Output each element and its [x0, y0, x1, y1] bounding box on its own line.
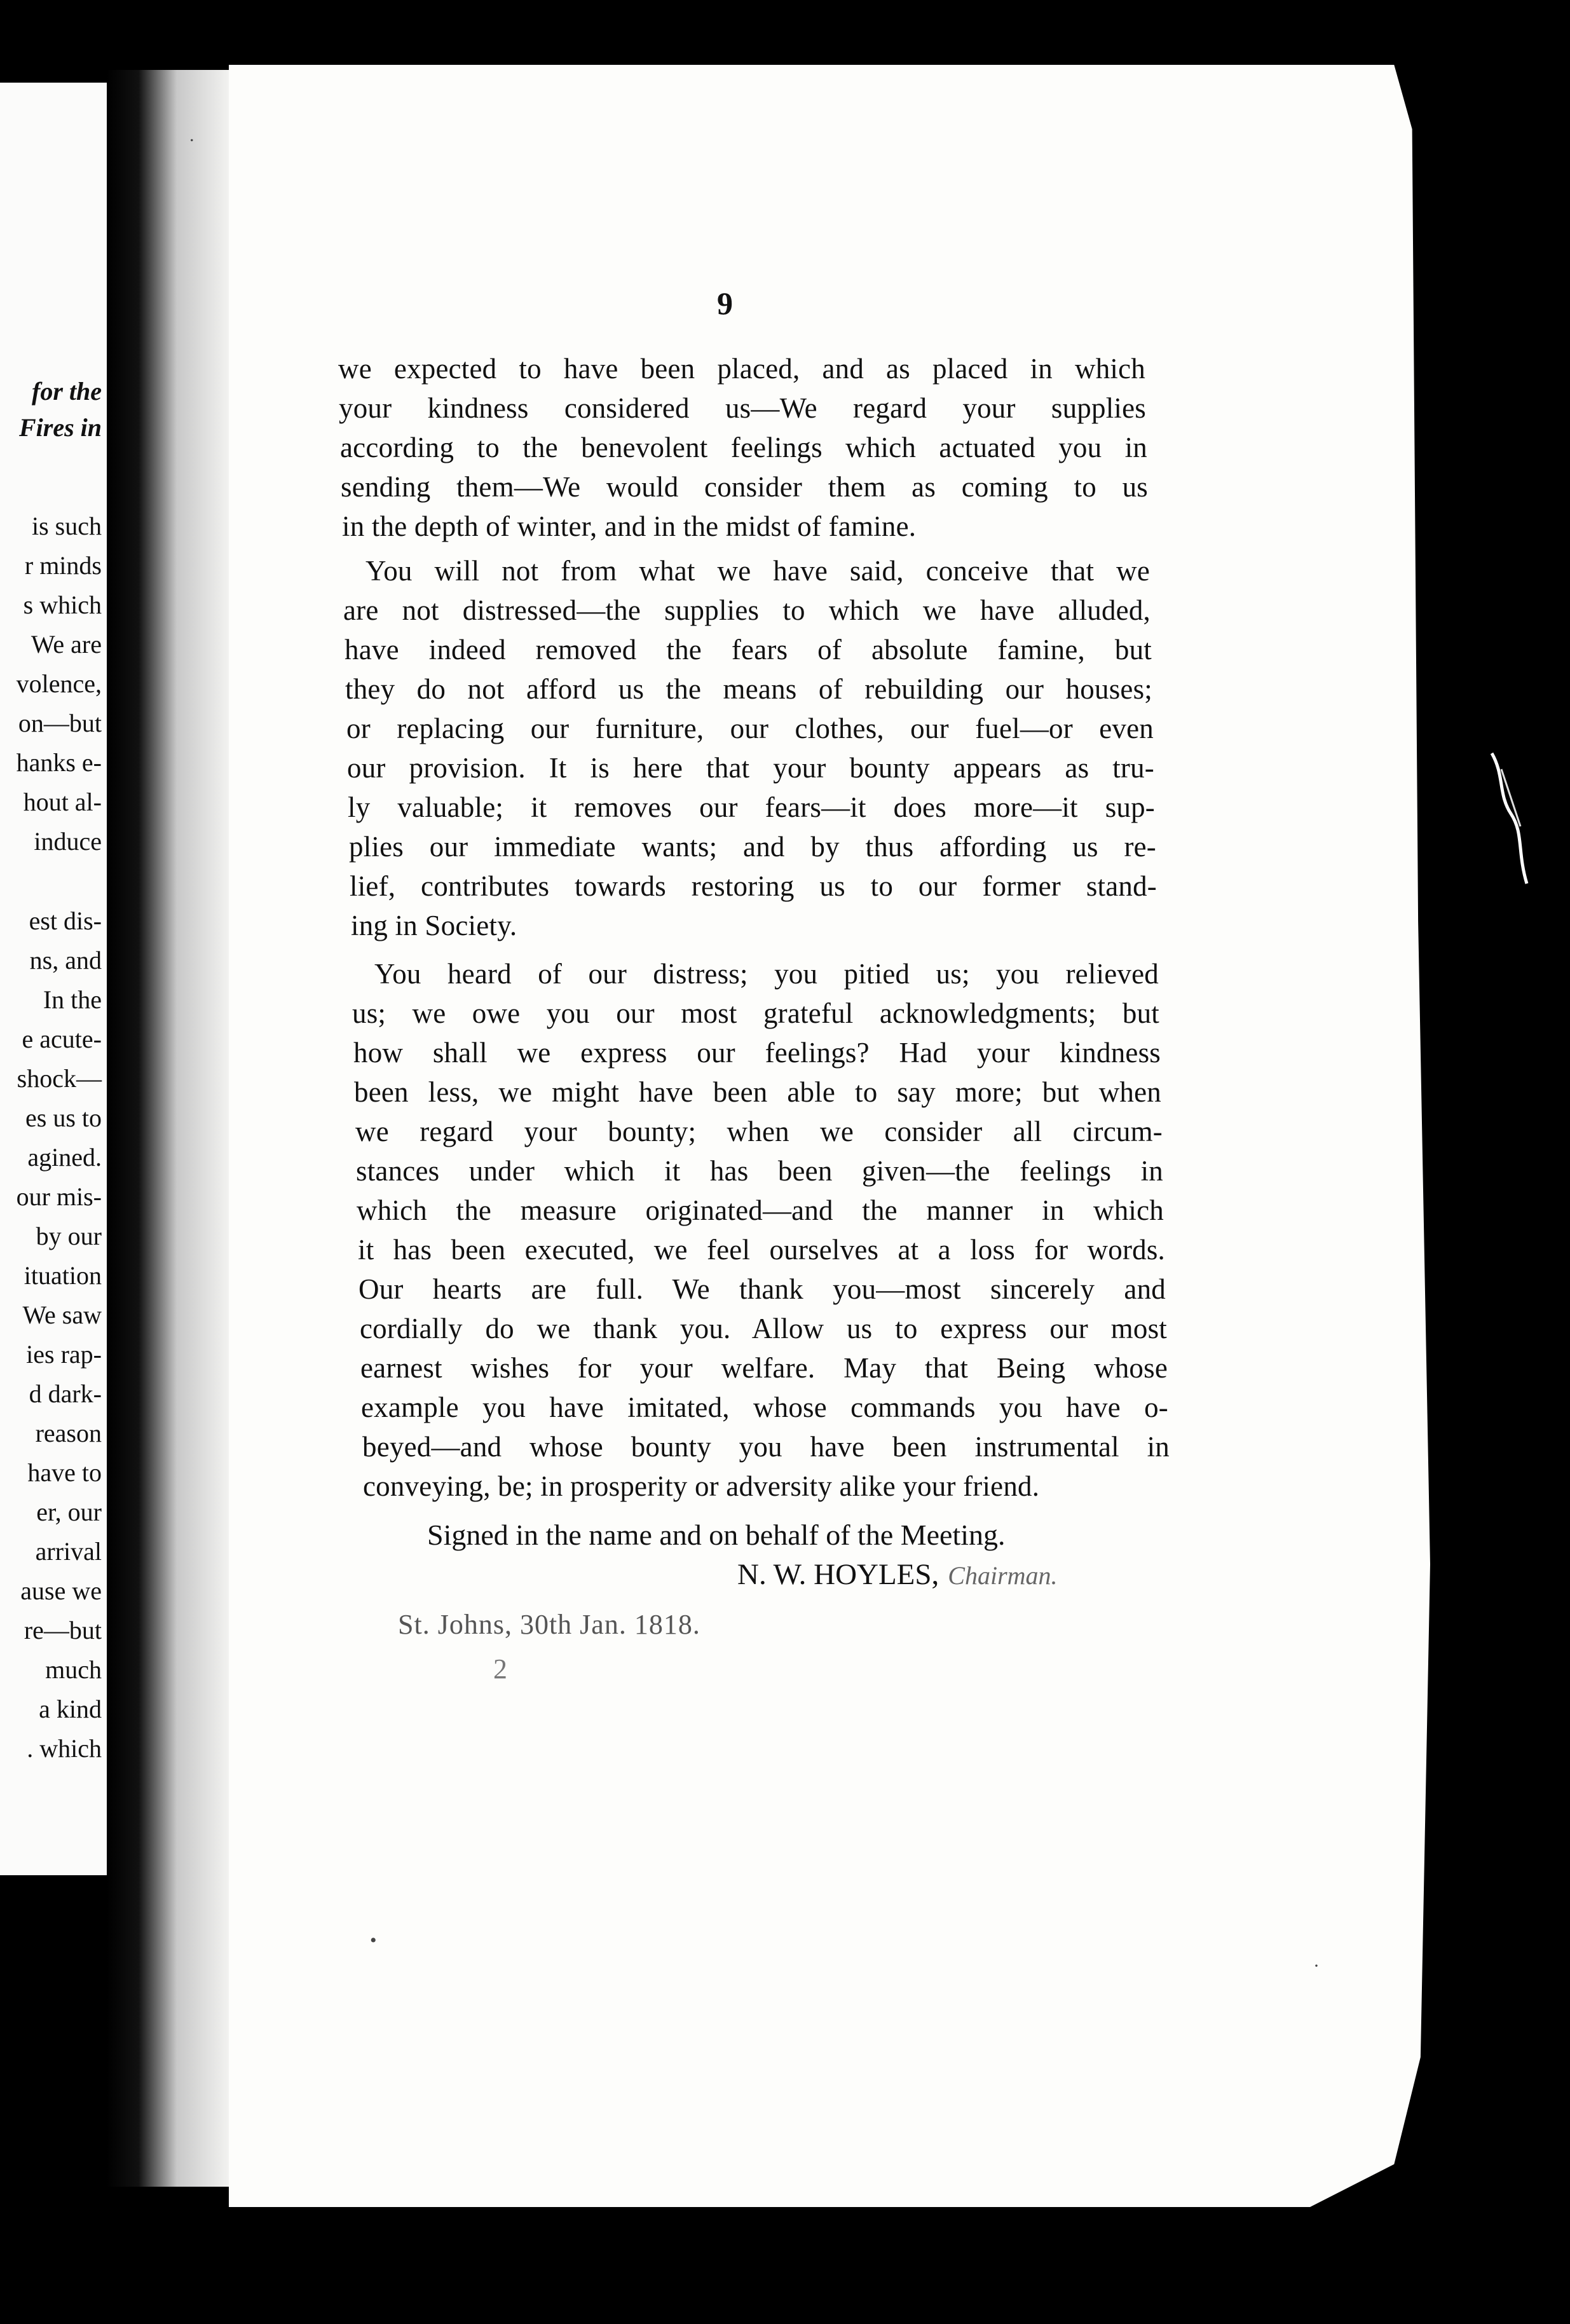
left-page-line: In the [43, 985, 102, 1014]
left-page-line: is such [32, 512, 102, 540]
left-page-line: ies rap- [26, 1340, 102, 1369]
left-page-line: agined. [27, 1143, 102, 1172]
left-page-line: hanks e- [16, 748, 102, 777]
body-line: Our hearts are full. We thank you—most sincerely and [358, 1273, 1166, 1305]
left-page-line: have to [27, 1458, 102, 1487]
speck: . [189, 125, 195, 146]
body-line: conveying, be; in prosperity or adversity alike your friend. [363, 1470, 1040, 1502]
body-line: or replacing our furniture, our clothes, our fuel—or even [346, 713, 1154, 744]
binding-thread-icon [1489, 750, 1533, 890]
left-page-line: s which [23, 591, 102, 619]
left-page-line: shock— [17, 1064, 102, 1093]
body-line: which the measure originated—and the manner in which [357, 1194, 1164, 1226]
left-page-line: volence, [16, 669, 102, 698]
left-page-line: for the [32, 377, 102, 406]
speck: · [1313, 1955, 1320, 1976]
left-page-fragment [0, 83, 107, 1875]
body-line: sending them—We would consider them as coming to us [341, 471, 1148, 503]
left-page-line: on—but [18, 709, 102, 737]
body-line: earnest wishes for your welfare. May that Being whose [360, 1352, 1168, 1384]
body-line: how shall we express our feelings? Had your kindness [353, 1037, 1161, 1069]
body-line: ing in Society. [351, 910, 517, 941]
body-line: are not distressed—the supplies to which we have alluded, [343, 594, 1150, 626]
body-line: example you have imitated, whose commands you have o- [361, 1391, 1168, 1423]
body-line: we expected to have been placed, and as placed in which [338, 353, 1145, 385]
left-page-line: ause we [20, 1576, 102, 1605]
left-page-line: r minds [24, 551, 102, 580]
signature-mark: 2 [493, 1653, 507, 1685]
left-page-line: ituation [24, 1261, 102, 1290]
signature-name: N. W. HOYLES, [737, 1558, 939, 1591]
body-line: our provision. It is here that your bounty appears as tru- [347, 752, 1154, 784]
left-page-line: hout al- [23, 788, 102, 816]
left-page-line: Fires in [18, 413, 102, 442]
body-line: us; we owe you our most grateful acknowledgments; but [352, 997, 1159, 1029]
body-line: it has been executed, we feel ourselves at a loss for words. [358, 1234, 1165, 1266]
body-line: beyed—and whose bounty you have been instrumental in [362, 1431, 1170, 1463]
body-line: cordially do we thank you. Allow us to express our most [360, 1313, 1167, 1344]
body-line: according to the benevolent feelings which actuated you in [340, 432, 1147, 463]
body-line: ly valuable; it removes our fears—it does more—it sup- [348, 791, 1155, 823]
body-line: in the depth of winter, and in the midst of famine. [342, 510, 917, 542]
body-line: You will not from what we have said, conceive that we [365, 555, 1150, 587]
signature [737, 1557, 1058, 1592]
left-page-line: er, our [36, 1498, 102, 1526]
body-line: You heard of our distress; you pitied us; you relieved [374, 958, 1159, 990]
body-line: they do not afford us the means of rebuilding our houses; [345, 673, 1152, 705]
left-page-line: reason [35, 1419, 102, 1447]
body-line: have indeed removed the fears of absolute famine, but [345, 634, 1152, 666]
book-gutter [107, 70, 234, 2187]
left-page-line: e acute- [22, 1025, 102, 1053]
left-page-line: a kind [39, 1695, 102, 1723]
left-page-line: d dark- [29, 1379, 102, 1408]
date-line: St. Johns, 30th Jan. 1818. [398, 1609, 700, 1640]
left-page-line: re—but [24, 1616, 102, 1644]
body-line: stances under which it has been given—the feelings in [356, 1155, 1163, 1187]
left-page-line: est dis- [29, 906, 102, 935]
left-page-line: much [45, 1655, 102, 1684]
left-page-line: ns, and [29, 946, 102, 974]
speck: • [370, 1930, 377, 1951]
left-page-line: We saw [22, 1301, 102, 1329]
body-line: we regard your bounty; when we consider all circum- [355, 1116, 1163, 1147]
body-line: plies our immediate wants; and by thus affording us re- [349, 831, 1156, 863]
left-page-line: . which [27, 1734, 102, 1763]
left-page-line: our mis- [16, 1182, 102, 1211]
body-line: your kindness considered us—We regard your supplies [339, 392, 1146, 424]
body-line: been less, we might have been able to say more; but when [354, 1076, 1161, 1108]
left-page-line: induce [34, 827, 102, 856]
left-page-line: arrival [35, 1537, 102, 1566]
signature-title: Chairman. [948, 1561, 1058, 1590]
left-page-line: by our [36, 1222, 102, 1250]
signed-line: Signed in the name and on behalf of the Meeting. [427, 1519, 1006, 1551]
left-page-line: We are [31, 630, 102, 659]
left-page-line: es us to [25, 1104, 102, 1132]
page-number: 9 [717, 285, 733, 321]
body-line: lief, contributes towards restoring us to our former stand- [350, 870, 1157, 902]
